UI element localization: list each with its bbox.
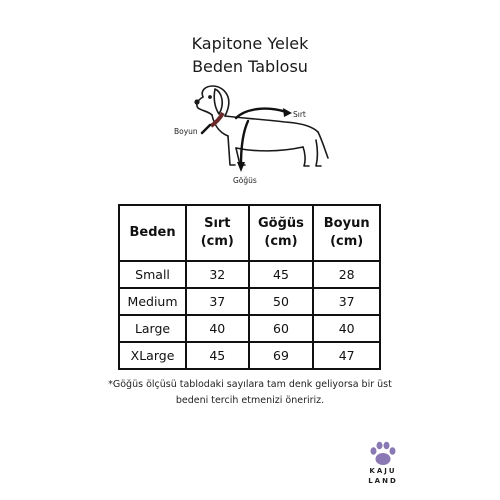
chest-label: Göğüs — [233, 176, 257, 185]
header-cell: Boyun (cm) — [313, 205, 380, 261]
table-cell: 37 — [313, 288, 380, 315]
table-cell: Medium — [119, 288, 186, 315]
footnote-line-1: *Göğüs ölçüsü tablodaki sayılara tam denk geliyorsa bir üst — [108, 379, 392, 390]
table-cell: 60 — [249, 315, 314, 342]
header-cell: Göğüs (cm) — [249, 205, 314, 261]
table-cell: 37 — [186, 288, 248, 315]
back-arrow — [236, 109, 286, 118]
table-cell: 45 — [186, 342, 248, 369]
table-row — [119, 288, 380, 315]
table-cell: 40 — [313, 315, 380, 342]
page-subtitle: Beden Tablosu — [192, 57, 308, 76]
dog-measurement-diagram — [0, 0, 500, 200]
table-cell: 45 — [249, 261, 314, 288]
page-title: Kapitone Yelek — [191, 34, 309, 53]
table-cell: 47 — [313, 342, 380, 369]
table-cell: Large — [119, 315, 186, 342]
brand-logo-line-2: LAND — [368, 477, 398, 485]
table-row — [119, 342, 380, 369]
header-cell: Sırt (cm) — [186, 205, 248, 261]
table-cell: XLarge — [119, 342, 186, 369]
paw-icon — [362, 438, 404, 468]
brand-logo-line-1: KAJU — [369, 467, 397, 475]
table-cell: 28 — [313, 261, 380, 288]
table-cell: 40 — [186, 315, 248, 342]
footnote-line-2: bedeni tercih etmenizi öneririz. — [175, 395, 325, 406]
dog-illustration — [195, 86, 328, 166]
table-cell: Small — [119, 261, 186, 288]
header-cell: Beden — [119, 205, 186, 261]
table-row — [119, 261, 380, 288]
header-row — [119, 205, 380, 261]
table-cell: 50 — [249, 288, 314, 315]
chest-arrow — [241, 121, 248, 164]
table-row — [119, 315, 380, 342]
back-label: Sırt — [293, 110, 306, 119]
neck-label: Boyun — [174, 127, 198, 136]
neck-arrow — [202, 125, 210, 133]
table-cell: 32 — [186, 261, 248, 288]
table-cell: 69 — [249, 342, 314, 369]
size-table — [118, 204, 381, 370]
